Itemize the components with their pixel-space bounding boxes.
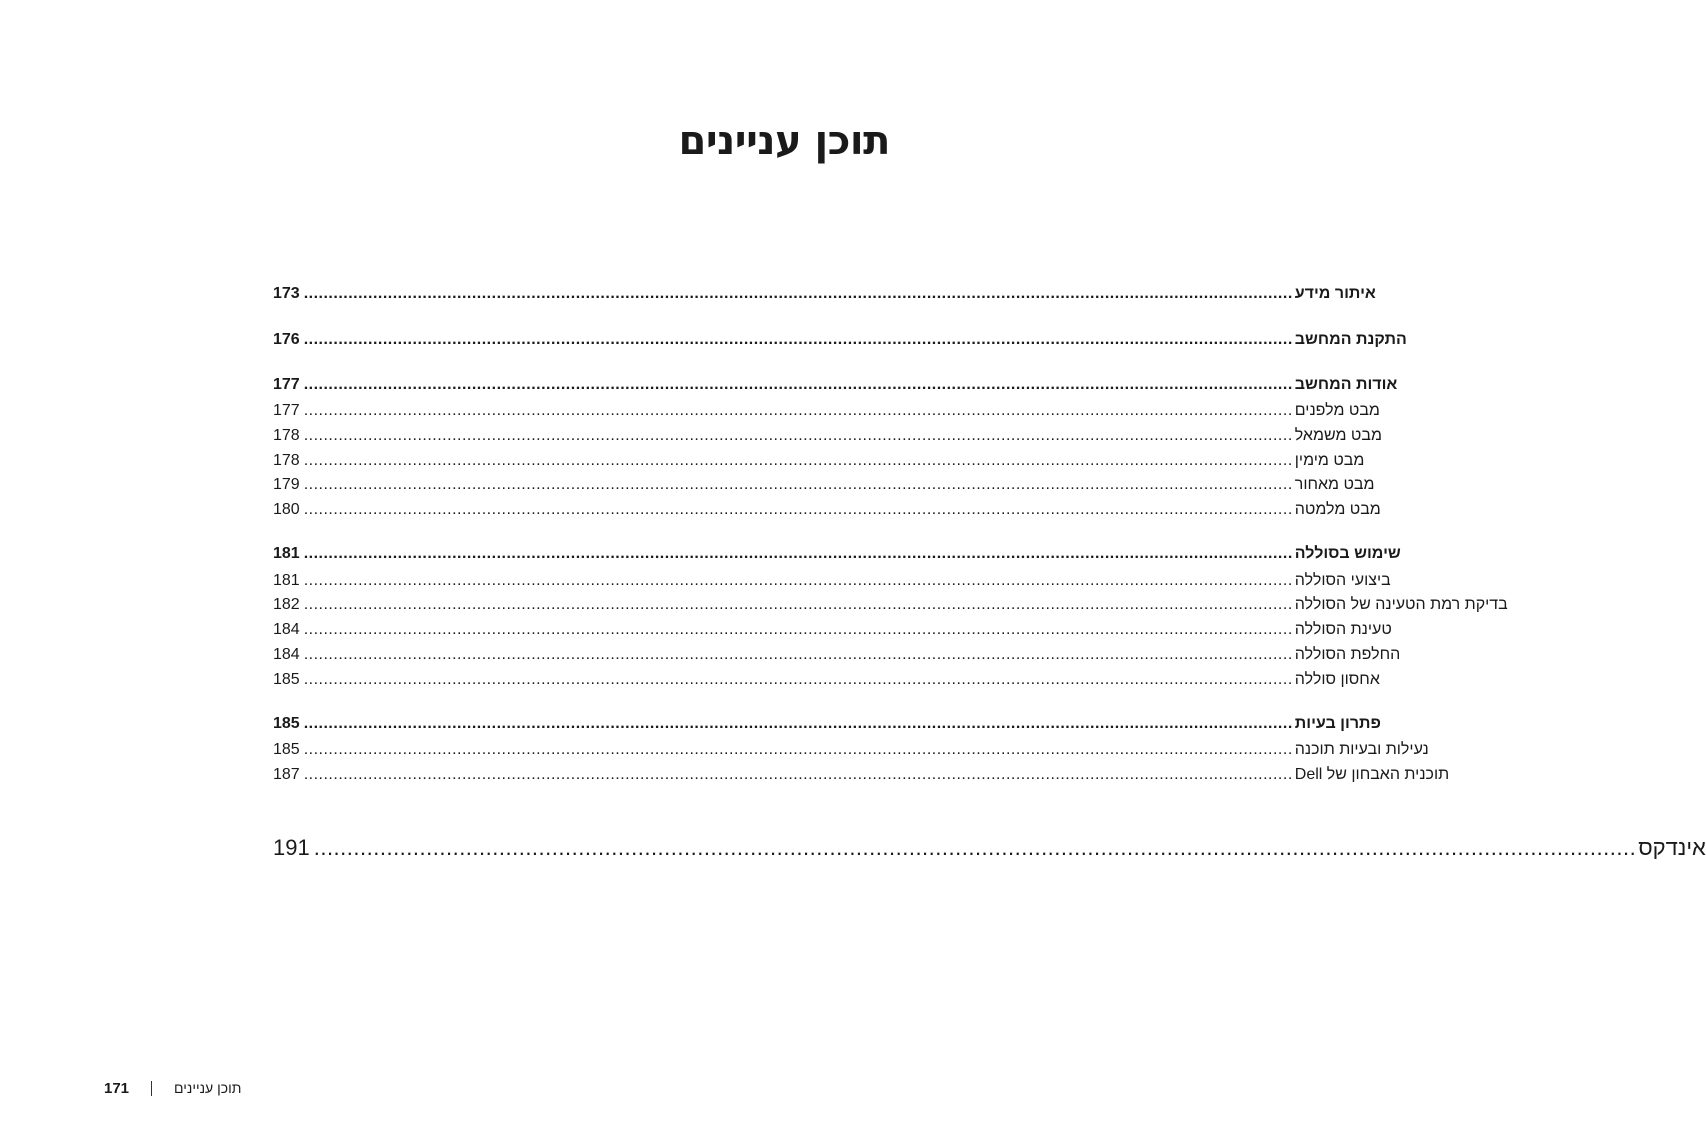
footer-page-number: 171 <box>104 1079 130 1097</box>
toc-entry-label: מבט מלמטה <box>1294 501 1381 518</box>
toc-entry-label: החלפת הסוללה <box>1294 646 1401 663</box>
toc-entry-label: תוכנית האבחון של Dell <box>1294 766 1450 783</box>
toc-entry-label: מבט מלפנים <box>1294 402 1380 419</box>
toc-page-number: 180 <box>273 501 300 518</box>
toc-entry-label: אודות המחשב <box>1294 376 1398 393</box>
toc-leader-dots: ........................................................................................................................................................................................................ <box>303 476 1293 493</box>
toc-entry[interactable] <box>273 499 1381 521</box>
toc-page-number: 181 <box>273 545 300 562</box>
toc-entry[interactable] <box>273 764 1450 786</box>
page-footer <box>104 1076 241 1100</box>
toc-entry-label: מבט משמאל <box>1294 427 1382 444</box>
toc-leader-dots: ........................................................................................................................................................................................................ <box>303 331 1293 348</box>
page-title: תוכן עניינים <box>678 118 890 164</box>
toc-page-number: 182 <box>273 596 300 613</box>
toc-page-number: 176 <box>273 331 300 348</box>
toc-entry[interactable] <box>273 644 1401 666</box>
toc-leader-dots: ........................................................................................................................................................................................................ <box>303 285 1293 302</box>
toc-entry-label: מבט מאחור <box>1294 476 1375 493</box>
toc-page-number: 181 <box>273 572 300 589</box>
toc-leader-dots: ........................................................................................................................................................................................................ <box>303 402 1293 419</box>
toc-leader-dots: ........................................................................................................................................................................................................ <box>303 621 1293 638</box>
toc-entry[interactable] <box>273 669 1380 691</box>
toc-page-number: 191 <box>273 835 310 860</box>
toc-leader-dots: ........................................................................................................................................................................................................ <box>313 835 1637 860</box>
toc-entry-label: התקנת המחשב <box>1294 331 1407 348</box>
toc-entry-label: מבט מימין <box>1294 452 1365 469</box>
toc-entry-label: נעילות ובעיות תוכנה <box>1294 741 1429 758</box>
toc-page-number: 185 <box>273 715 300 732</box>
toc-leader-dots: ........................................................................................................................................................................................................ <box>303 766 1293 783</box>
toc-page-number: 178 <box>273 427 300 444</box>
toc-page-number: 184 <box>273 646 300 663</box>
toc-entry-label: ביצועי הסוללה <box>1294 572 1391 589</box>
toc-leader-dots: ........................................................................................................................................................................................................ <box>303 452 1293 469</box>
toc-entry-label: שימוש בסוללה <box>1294 545 1401 562</box>
toc-leader-dots: ........................................................................................................................................................................................................ <box>303 427 1293 444</box>
toc-entry[interactable] <box>273 619 1392 641</box>
toc-entry[interactable] <box>273 283 1376 305</box>
toc-entry[interactable] <box>273 400 1380 422</box>
toc-leader-dots: ........................................................................................................................................................................................................ <box>303 646 1293 663</box>
toc-leader-dots: ........................................................................................................................................................................................................ <box>303 715 1293 732</box>
toc-entry-label: בדיקת רמת הטעינה של הסוללה <box>1294 596 1508 613</box>
toc-entry-index[interactable] <box>273 833 1706 863</box>
toc-page-number: 173 <box>273 285 300 302</box>
toc-entry-label: אחסון סוללה <box>1294 671 1380 688</box>
toc-page-number: 177 <box>273 376 300 393</box>
toc-leader-dots: ........................................................................................................................................................................................................ <box>303 741 1293 758</box>
toc-leader-dots: ........................................................................................................................................................................................................ <box>303 596 1293 613</box>
toc-entry[interactable] <box>273 374 1398 396</box>
footer-divider <box>151 1081 152 1096</box>
toc-page-number: 178 <box>273 452 300 469</box>
toc-entry[interactable] <box>273 739 1429 761</box>
footer-section-title: תוכן עניינים <box>174 1080 242 1096</box>
toc-page-number: 184 <box>273 621 300 638</box>
toc-entry[interactable] <box>273 570 1391 592</box>
toc-leader-dots: ........................................................................................................................................................................................................ <box>303 572 1293 589</box>
toc-entry[interactable] <box>273 450 1365 472</box>
toc-entry[interactable] <box>273 543 1401 565</box>
toc-page-number: 177 <box>273 402 300 419</box>
toc-leader-dots: ........................................................................................................................................................................................................ <box>303 501 1293 518</box>
toc-entry-label: אינדקס <box>1638 835 1706 860</box>
toc-page-number: 185 <box>273 671 300 688</box>
toc-entry[interactable] <box>273 594 1508 616</box>
toc-entry[interactable] <box>273 713 1381 735</box>
toc-entry-label: פתרון בעיות <box>1294 715 1381 732</box>
toc-page-number: 185 <box>273 741 300 758</box>
toc-leader-dots: ........................................................................................................................................................................................................ <box>303 545 1293 562</box>
toc-leader-dots: ........................................................................................................................................................................................................ <box>303 671 1293 688</box>
toc-entry[interactable] <box>273 329 1407 351</box>
toc-leader-dots: ........................................................................................................................................................................................................ <box>303 376 1293 393</box>
toc-entry-label: איתור מידע <box>1294 285 1376 302</box>
toc-entry[interactable] <box>273 474 1375 496</box>
toc-page-number: 179 <box>273 476 300 493</box>
toc-entry-label: טעינת הסוללה <box>1294 621 1392 638</box>
toc-page-number: 187 <box>273 766 300 783</box>
toc-entry[interactable] <box>273 425 1382 447</box>
